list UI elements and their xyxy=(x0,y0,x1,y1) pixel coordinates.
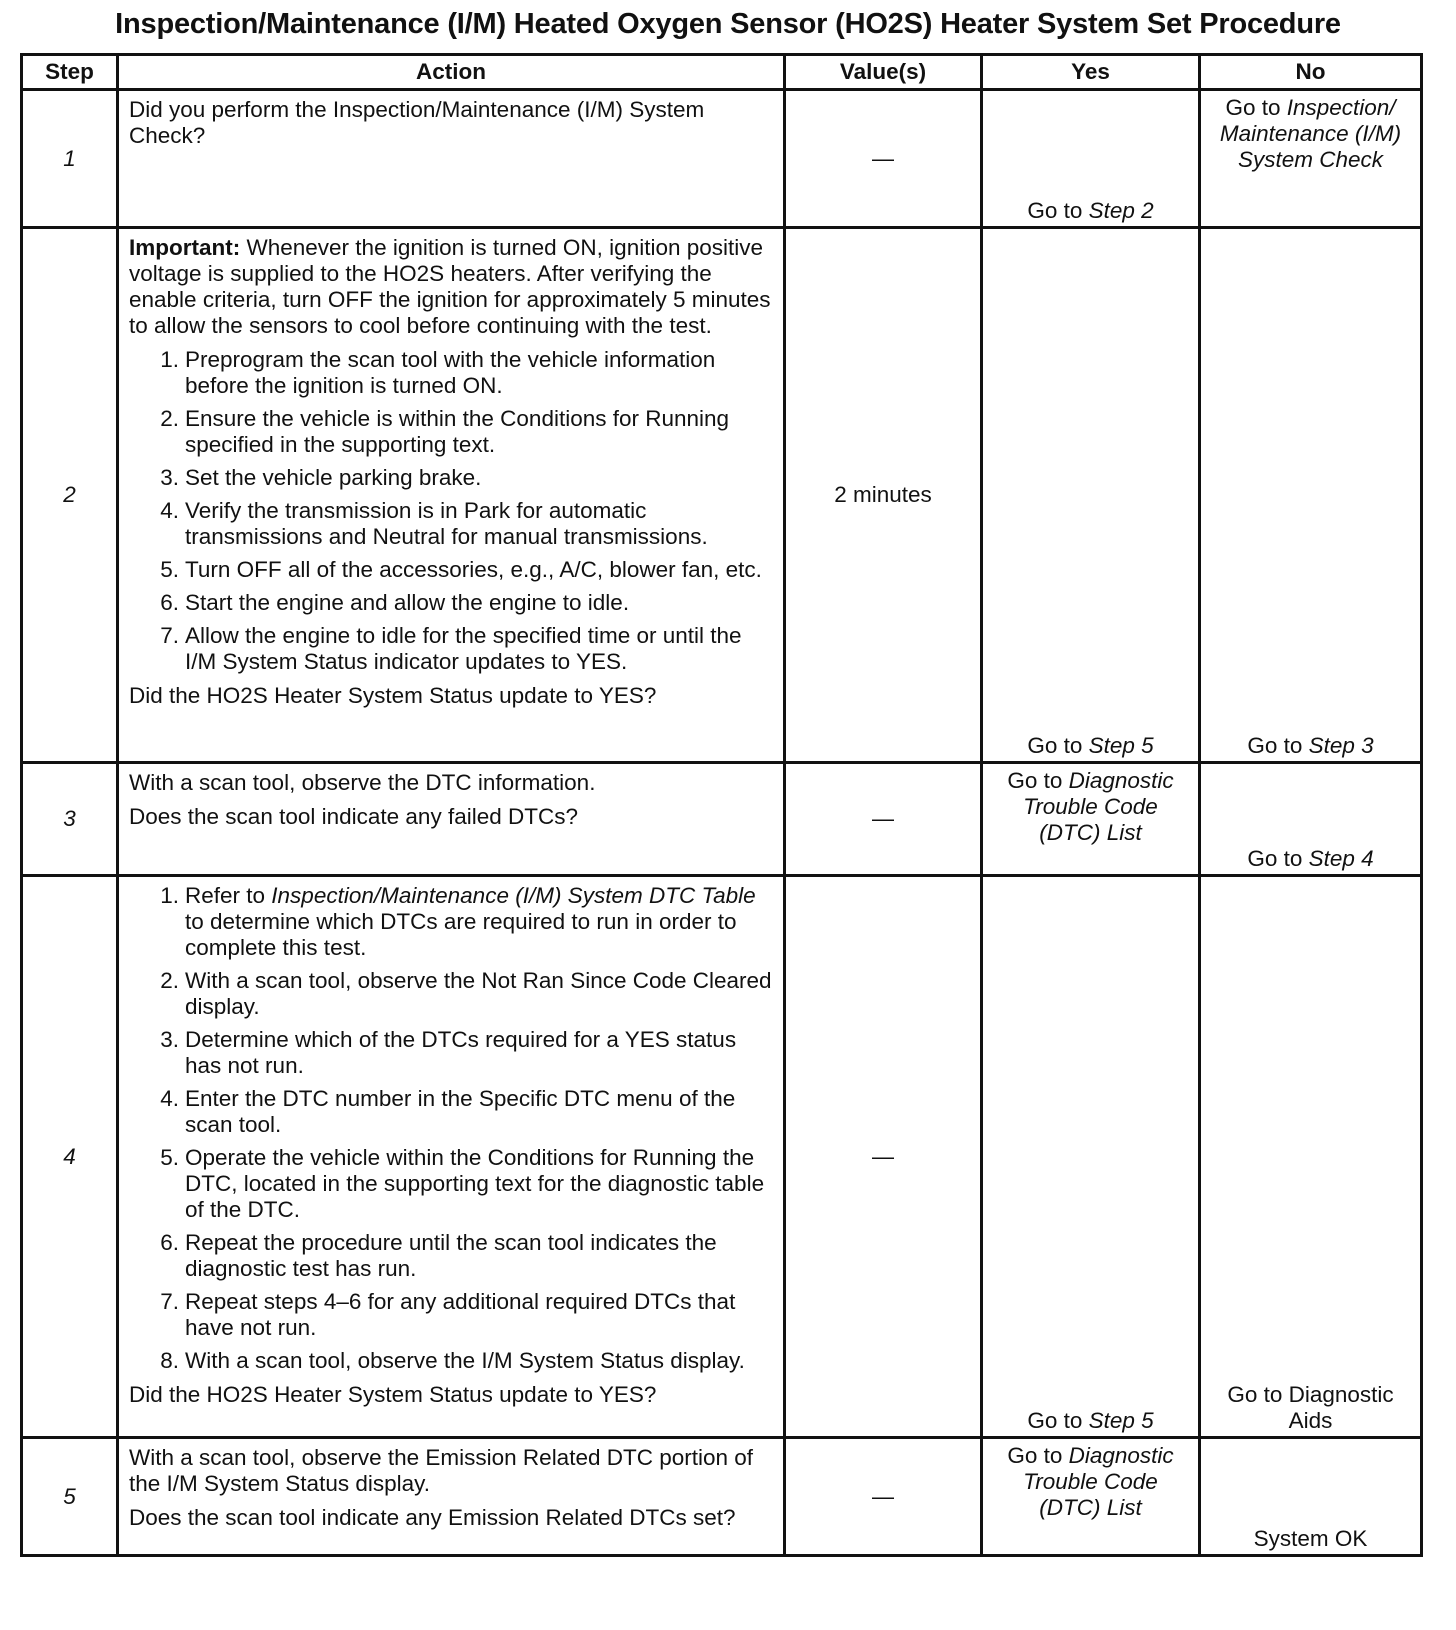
header-row xyxy=(22,55,1422,90)
procedure-table xyxy=(20,53,1423,1557)
list-number: 7. xyxy=(160,1289,179,1314)
list-text: Operate the vehicle within the Conditions for Running the DTC, located in the supporting text for the diagnostic table of the DTC. xyxy=(185,1145,765,1222)
no-cell xyxy=(1200,876,1422,1438)
table-row-step-5 xyxy=(22,1438,1422,1556)
action-question: Does the scan tool indicate any Emission Related DTCs set? xyxy=(129,1505,736,1530)
no-cell xyxy=(1200,763,1422,876)
instruction-list xyxy=(129,883,773,1374)
action-instruction: With a scan tool, observe the Emission Related DTC portion of the I/M System Status display. xyxy=(129,1445,754,1496)
list-item xyxy=(129,1086,773,1138)
yes-reference[interactable]: Step 2 xyxy=(1088,198,1154,223)
list-item xyxy=(129,1145,773,1223)
no-action[interactable] xyxy=(1201,733,1420,761)
header-action: Action xyxy=(118,55,785,90)
important-note xyxy=(129,235,773,339)
no-reference[interactable]: Step 3 xyxy=(1308,733,1374,758)
no-action[interactable] xyxy=(1201,846,1420,874)
list-item xyxy=(129,465,773,491)
no-reference[interactable]: Inspection/ Maintenance (I/M) System Check xyxy=(1219,95,1402,172)
list-number: 1. xyxy=(160,347,179,372)
value-cell: — xyxy=(785,90,982,228)
list-number: 3. xyxy=(160,1027,179,1052)
yes-reference[interactable]: Step 5 xyxy=(1088,1408,1154,1433)
step-number: 3 xyxy=(22,763,118,876)
list-text: Preprogram the scan tool with the vehicle information before the ignition is turned ON. xyxy=(185,347,716,398)
yes-prefix: Go to xyxy=(1027,733,1089,758)
list-item xyxy=(129,557,773,583)
list-reference[interactable]: Inspection/Maintenance (I/M) System DTC Table xyxy=(271,883,756,908)
header-values: Value(s) xyxy=(785,55,982,90)
list-text: Enter the DTC number in the Specific DTC menu of the scan tool. xyxy=(185,1086,736,1137)
list-text: With a scan tool, observe the Not Ran Since Code Cleared display. xyxy=(185,968,772,1019)
list-number: 2. xyxy=(160,968,179,993)
list-text: Repeat steps 4–6 for any additional required DTCs that have not run. xyxy=(185,1289,736,1340)
list-item xyxy=(129,1027,773,1079)
value-cell: — xyxy=(785,876,982,1438)
no-prefix: Go to xyxy=(1247,846,1309,871)
yes-action[interactable] xyxy=(983,1408,1198,1436)
list-item xyxy=(129,347,773,399)
yes-action[interactable] xyxy=(983,198,1198,226)
list-text: Start the engine and allow the engine to idle. xyxy=(185,590,630,615)
list-text: Verify the transmission is in Park for automatic transmissions and Neutral for manual transmissions. xyxy=(185,498,708,549)
yes-prefix: Go to xyxy=(1007,1443,1069,1468)
list-number: 4. xyxy=(160,498,179,523)
table-row-step-1 xyxy=(22,90,1422,228)
list-item xyxy=(129,590,773,616)
list-number: 7. xyxy=(160,623,179,648)
no-action[interactable] xyxy=(1201,91,1420,173)
list-number: 8. xyxy=(160,1348,179,1373)
document-title: Inspection/Maintenance (I/M) Heated Oxygen Sensor (HO2S) Heater System Set Procedure xyxy=(115,8,1341,40)
list-number: 6. xyxy=(160,1230,179,1255)
no-cell xyxy=(1200,90,1422,228)
action-question: Did you perform the Inspection/Maintenance (I/M) System Check? xyxy=(129,97,705,148)
action-question: Did the HO2S Heater System Status update to YES? xyxy=(129,1382,657,1407)
list-text: to determine which DTCs are required to run in order to complete this test. xyxy=(185,909,737,960)
action-cell xyxy=(118,763,785,876)
value-cell: — xyxy=(785,763,982,876)
header-yes: Yes xyxy=(982,55,1200,90)
yes-reference[interactable]: Step 5 xyxy=(1088,733,1154,758)
no-action[interactable]: Go to Diagnostic Aids xyxy=(1227,1382,1394,1433)
list-number: 1. xyxy=(160,883,179,908)
list-item xyxy=(129,1348,773,1374)
yes-reference[interactable]: Diagnostic Trouble Code (DTC) List xyxy=(1023,1443,1174,1520)
action-cell xyxy=(118,1438,785,1556)
yes-cell xyxy=(982,90,1200,228)
list-text: Ensure the vehicle is within the Conditions for Running specified in the supporting text. xyxy=(185,406,730,457)
yes-action[interactable] xyxy=(983,1439,1198,1521)
yes-action[interactable] xyxy=(983,733,1198,761)
yes-cell xyxy=(982,228,1200,763)
list-item xyxy=(129,1230,773,1282)
yes-prefix: Go to xyxy=(1027,1408,1089,1433)
no-reference[interactable]: Step 4 xyxy=(1308,846,1374,871)
no-cell xyxy=(1200,1438,1422,1556)
yes-prefix: Go to xyxy=(1007,768,1069,793)
no-action: System OK xyxy=(1253,1526,1368,1551)
list-item xyxy=(129,968,773,1020)
no-prefix: Go to xyxy=(1247,733,1309,758)
action-question: Did the HO2S Heater System Status update to YES? xyxy=(129,683,657,708)
no-cell xyxy=(1200,228,1422,763)
list-number: 5. xyxy=(160,557,179,582)
action-cell xyxy=(118,228,785,763)
table-row-step-3 xyxy=(22,763,1422,876)
yes-cell xyxy=(982,763,1200,876)
action-cell xyxy=(118,90,785,228)
list-item xyxy=(129,498,773,550)
list-number: 2. xyxy=(160,406,179,431)
list-item xyxy=(129,623,773,675)
list-text: Set the vehicle parking brake. xyxy=(185,465,482,490)
list-text: With a scan tool, observe the I/M System Status display. xyxy=(185,1348,745,1373)
list-item xyxy=(129,883,773,961)
table-row-step-4 xyxy=(22,876,1422,1438)
step-number: 1 xyxy=(22,90,118,228)
list-text: Allow the engine to idle for the specified time or until the I/M System Status indicator updates to YES. xyxy=(185,623,742,674)
yes-reference[interactable]: Diagnostic Trouble Code (DTC) List xyxy=(1023,768,1174,845)
list-text: Refer to xyxy=(185,883,272,908)
list-item xyxy=(129,406,773,458)
list-text: Determine which of the DTCs required for a YES status has not run. xyxy=(185,1027,737,1078)
header-no: No xyxy=(1200,55,1422,90)
yes-cell xyxy=(982,1438,1200,1556)
list-number: 4. xyxy=(160,1086,179,1111)
step-number: 4 xyxy=(22,876,118,1438)
step-number: 2 xyxy=(22,228,118,763)
list-text: Turn OFF all of the accessories, e.g., A/C, blower fan, etc. xyxy=(185,557,762,582)
table-row-step-2 xyxy=(22,228,1422,763)
header-step: Step xyxy=(22,55,118,90)
step-number: 5 xyxy=(22,1438,118,1556)
no-prefix: Go to xyxy=(1225,95,1287,120)
yes-cell xyxy=(982,876,1200,1438)
value-cell: 2 minutes xyxy=(785,228,982,763)
list-number: 3. xyxy=(160,465,179,490)
important-text: Whenever the ignition is turned ON, ignition positive voltage is supplied to the HO2S heaters. After verifying the enable criteria, turn OFF the ignition for approximately 5 minutes to allow the sensors to cool before continuing with the test. xyxy=(129,235,771,338)
list-number: 5. xyxy=(160,1145,179,1170)
value-cell: — xyxy=(785,1438,982,1556)
action-question: Does the scan tool indicate any failed DTCs? xyxy=(129,804,578,829)
yes-action[interactable] xyxy=(983,764,1198,846)
list-number: 6. xyxy=(160,590,179,615)
list-item xyxy=(129,1289,773,1341)
instruction-list xyxy=(129,347,773,675)
action-cell xyxy=(118,876,785,1438)
yes-prefix: Go to xyxy=(1027,198,1089,223)
action-instruction: With a scan tool, observe the DTC information. xyxy=(129,770,596,795)
important-label: Important: xyxy=(129,235,241,260)
list-text: Repeat the procedure until the scan tool indicates the diagnostic test has run. xyxy=(185,1230,717,1281)
